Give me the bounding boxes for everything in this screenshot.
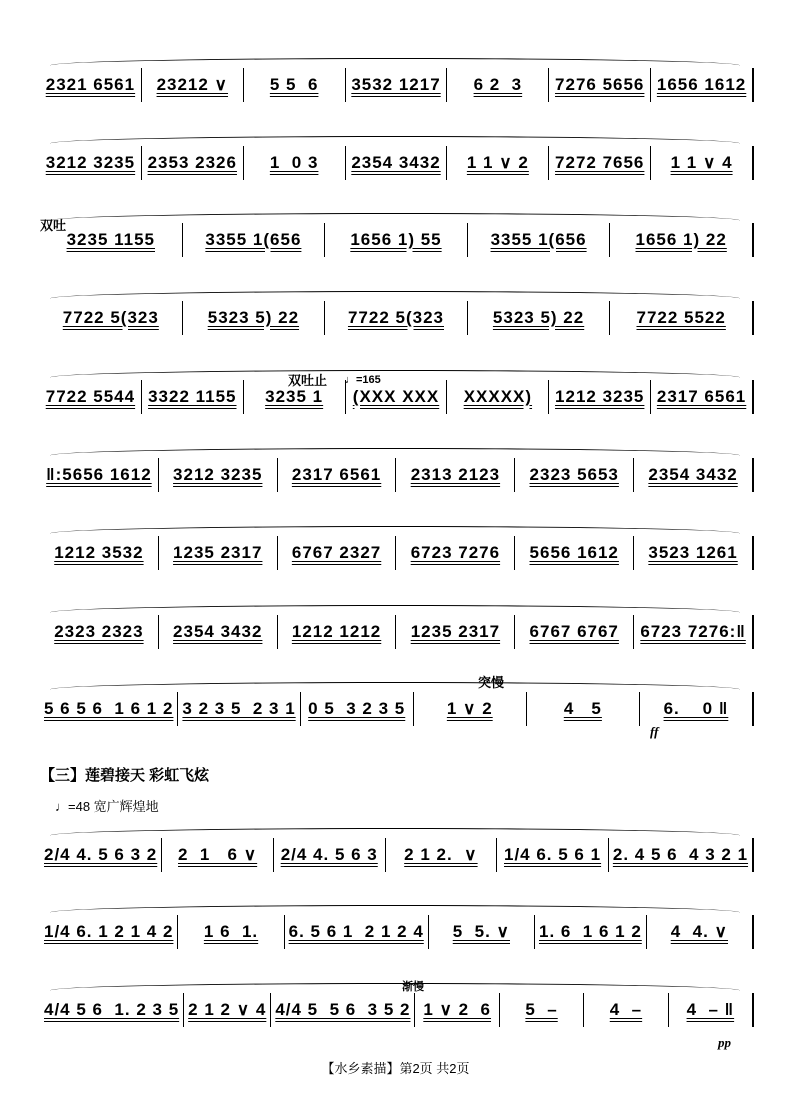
measure-notes: 2317 6561 (291, 465, 382, 484)
measure-notes: 1235 2317 (173, 543, 263, 562)
page-footer: 【水乡素描】第2页 共2页 (321, 1061, 470, 1076)
measure-notes: 5 – (525, 1000, 558, 1019)
slur (50, 58, 740, 73)
measure-notes: 4 – (609, 1000, 643, 1019)
measure (395, 615, 514, 649)
measure (277, 458, 396, 492)
measure-notes: 6 2 3 (473, 75, 523, 94)
measure-notes: 1212 1212 (291, 622, 382, 641)
measure-notes: 5 6 5 6 1 6 1 2 (44, 699, 174, 718)
measure-notes: 1212 3532 (54, 543, 144, 562)
slur (50, 291, 740, 306)
measure (40, 993, 183, 1027)
measure-notes: 7722 5544 (45, 387, 136, 406)
measure-notes: 2354 3432 (648, 465, 738, 484)
measure (277, 536, 396, 570)
measure (650, 68, 752, 102)
measure-notes: 1 ∨ 2 (446, 699, 493, 718)
slur (50, 605, 740, 620)
measure-notes: 2353 2326 (147, 153, 237, 172)
measure-notes: 7276 5656 (555, 75, 645, 94)
measure-notes: 3212 3235 (45, 153, 136, 172)
measure (300, 692, 413, 726)
measure-notes: 3355 1(656 (205, 230, 302, 249)
measure-notes: 2354 3432 (351, 153, 441, 172)
staff-row (40, 68, 754, 102)
slur (50, 370, 740, 385)
ff-dynamic: ff (650, 724, 659, 739)
measure-notes: 2354 3432 (173, 622, 263, 641)
measure-notes: 2. 4 5 6 4 3 2 1 (612, 845, 749, 864)
measure-notes: 1. 6 1 6 1 2 (538, 922, 642, 941)
staff-row (40, 536, 754, 570)
measure-notes: 7722 5522 (636, 308, 726, 327)
measure (414, 993, 498, 1027)
measure-notes: 1656 1612 (656, 75, 747, 94)
measure-notes: 3 2 3 5 2 3 1 (182, 699, 296, 718)
measure (40, 915, 177, 949)
staff-row (40, 458, 754, 492)
measure (273, 838, 385, 872)
measure-notes: 7722 5(323 (347, 308, 444, 327)
measure-notes: 7272 7656 (555, 153, 645, 172)
measure-notes: 5656 1612 (529, 543, 619, 562)
measure-notes: 3355 1(656 (490, 230, 587, 249)
measure (40, 692, 177, 726)
staff-row (40, 615, 754, 649)
measure (177, 692, 299, 726)
slur (50, 448, 740, 463)
slur (50, 983, 740, 998)
measure (183, 993, 270, 1027)
measure (446, 146, 548, 180)
measure (526, 692, 639, 726)
measure (177, 915, 283, 949)
measure (158, 458, 277, 492)
measure (668, 993, 752, 1027)
staff-row (40, 146, 754, 180)
measure-notes: (XXX XXX (352, 387, 440, 406)
measure-notes: 3523 1261 (648, 543, 738, 562)
measure (609, 223, 752, 257)
measure (583, 993, 667, 1027)
measure-notes: XXXXX) (463, 387, 533, 406)
measure (161, 838, 273, 872)
measure (270, 993, 414, 1027)
measure-notes: 5323 5) 22 (492, 308, 585, 327)
measure (40, 146, 141, 180)
measure (446, 380, 548, 414)
measure (499, 993, 583, 1027)
measure-notes: 6767 2327 (291, 543, 382, 562)
measure (158, 536, 277, 570)
slur (50, 526, 740, 541)
measure-notes: 1 6 1. (203, 922, 259, 941)
staff-row (40, 915, 754, 949)
measure-notes: 2323 2323 (54, 622, 144, 641)
measure (243, 146, 345, 180)
section-title: 【三】莲碧接天 彩虹飞炫 (40, 767, 210, 784)
measure (633, 536, 752, 570)
double-tongue-label: 双吐 (40, 218, 67, 233)
measure (40, 68, 141, 102)
measure (608, 838, 752, 872)
measure-notes: 2 1 6 ∨ (178, 845, 258, 864)
measure-notes: 2/4 4. 5 6 3 (280, 845, 378, 864)
measure-notes: 5 5. ∨ (452, 922, 510, 941)
measure (548, 146, 650, 180)
measure (324, 301, 467, 335)
measure-notes: 4 5 (563, 699, 602, 718)
measure-notes: 4/4 5 5 6 3 5 2 (275, 1000, 411, 1019)
measure (40, 301, 182, 335)
measure-notes: 4 – ‖ (686, 1000, 735, 1019)
double-tongue-stop-label: 双吐止 (288, 373, 328, 388)
measure-notes: 0 5 3 2 3 5 (308, 699, 406, 718)
measure (40, 838, 161, 872)
rit-label: 渐慢 (402, 981, 424, 993)
staff-row (40, 993, 754, 1027)
measure-notes: 5323 5) 22 (207, 308, 300, 327)
measure (182, 301, 325, 335)
measure (277, 615, 396, 649)
measure-notes: 3212 3235 (173, 465, 263, 484)
measure-notes: ‖:5656 1612 (46, 465, 152, 484)
measure-notes: 3322 1155 (148, 387, 237, 406)
measure (646, 915, 752, 949)
measure (395, 458, 514, 492)
measure-notes: 1/4 6. 1 2 1 4 2 (44, 922, 174, 941)
measure-notes: 1 0 3 (269, 153, 319, 172)
measure (345, 68, 447, 102)
measure (40, 536, 158, 570)
staff-row (40, 223, 754, 257)
measure (141, 68, 243, 102)
measure (428, 915, 534, 949)
measure (141, 146, 243, 180)
measure-notes: 23212 ∨ (156, 75, 229, 94)
measure (514, 615, 633, 649)
slur (50, 136, 740, 151)
measure (609, 301, 752, 335)
measure (413, 692, 526, 726)
measure (639, 692, 752, 726)
slur (50, 828, 740, 843)
measure-notes: 1656 1) 22 (635, 230, 727, 249)
measure-notes: 6. 5 6 1 2 1 2 4 (288, 922, 424, 941)
measure-notes: 1 1 ∨ 4 (670, 153, 733, 172)
measure (548, 380, 650, 414)
measure (514, 458, 633, 492)
measure (650, 380, 752, 414)
pp-dynamic: pp (718, 1035, 731, 1050)
staff-row (40, 838, 754, 872)
measure (40, 615, 158, 649)
measure-notes: 3235 1 (265, 387, 324, 406)
measure-notes: 1212 3235 (555, 387, 645, 406)
measure (141, 380, 243, 414)
measure-notes: 2321 6561 (45, 75, 136, 94)
measure-notes: 3532 1217 (351, 75, 441, 94)
measure-notes: 2 1 2 ∨ 4 (188, 1000, 267, 1019)
measure-notes: 1656 1) 55 (350, 230, 442, 249)
measure (548, 68, 650, 102)
measure (324, 223, 467, 257)
measure-notes: 2 1 2. ∨ (404, 845, 478, 864)
measure-notes: 5 5 6 (269, 75, 319, 94)
measure-notes: 2/4 4. 5 6 3 2 (44, 845, 158, 864)
staff-row (40, 301, 754, 335)
measure-notes: 2313 2123 (410, 465, 501, 484)
measure (243, 68, 345, 102)
measure-notes: 1 1 ∨ 2 (466, 153, 529, 172)
measure-notes: 3235 1155 (66, 230, 155, 249)
measure (633, 458, 752, 492)
staff-row (40, 692, 754, 726)
slur (50, 213, 740, 228)
measure-notes: 6723 7276:‖ (640, 622, 746, 641)
tempo-165-label: ♩=165 (345, 374, 381, 386)
measure (534, 915, 646, 949)
measure (40, 380, 141, 414)
measure-notes: 4/4 5 6 1. 2 3 5 (44, 1000, 180, 1019)
measure (633, 615, 752, 649)
measure-notes: 1235 2317 (410, 622, 501, 641)
measure-notes: 1 ∨ 2 6 (423, 1000, 492, 1019)
measure (284, 915, 428, 949)
measure (446, 68, 548, 102)
measure-notes: 7722 5(323 (62, 308, 159, 327)
measure-notes: 2323 5653 (529, 465, 619, 484)
measure-notes: 6. 0 ‖ (663, 699, 729, 718)
slur (50, 682, 740, 697)
measure-notes: 6767 6767 (529, 622, 619, 641)
measure (345, 146, 447, 180)
slur (50, 905, 740, 920)
measure (467, 301, 610, 335)
tempo-marking: ♩=48 宽广辉煌地 (55, 799, 159, 814)
measure-notes: 1/4 6. 5 6 1 (504, 845, 602, 864)
measure (158, 615, 277, 649)
measure (395, 536, 514, 570)
measure-notes: 2317 6561 (656, 387, 747, 406)
measure (385, 838, 497, 872)
measure (496, 838, 608, 872)
measure (514, 536, 633, 570)
staff-row (40, 380, 754, 414)
sudden-slow-label: 突慢 (478, 675, 505, 690)
measure (650, 146, 752, 180)
measure (182, 223, 325, 257)
measure-notes: 4 4. ∨ (670, 922, 728, 941)
measure (467, 223, 610, 257)
measure (40, 458, 158, 492)
measure-notes: 6723 7276 (410, 543, 501, 562)
